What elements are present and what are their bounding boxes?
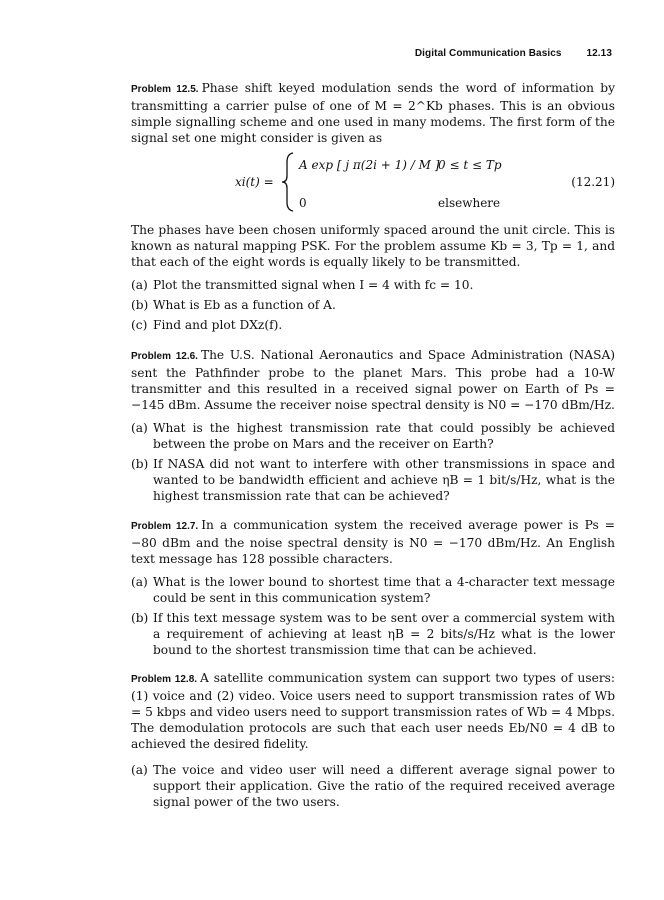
chapter-title: Digital Communication Basics [414,48,562,59]
problem-12-5 [131,80,615,146]
problem-12-5-para2: The phases have been chosen uniformly spaced around the unit circle. This is known as natural mapping PSK. For the problem assume Kb = 3, Tp = 1, and that each of the eight words is equally likely to be transmitted. [131,223,615,269]
problem-12-5-intro [131,80,615,146]
problem-12-5-continued [131,222,615,333]
running-header [415,48,612,59]
equation-12-21 [131,150,615,214]
equation-case2-expr: 0 [299,196,307,210]
problem-label: Problem 12.8. [131,674,198,685]
problem-12-7-intro [131,517,615,567]
equation-number: (12.21) [571,175,615,189]
part-b: (b) If this text message system was to be sent over a commercial system with a requirement of achieving at least ηB = 2 bits/s/Hz what is the lower bound to the shortest transmission time that can be achieved. [131,611,615,657]
problem-label: Problem 12.5. [131,84,199,95]
problem-text: In a communication system the received average power is Ps = −80 dBm and the noise spectral density is N0 = −170 dBm/Hz. An English text message has 128 possible characters. [131,518,615,566]
equation-lhs: xi(t) = [235,175,274,189]
equation-case1-expr: A exp [ j π(2i + 1) / M ] [299,158,440,172]
equation-case1-condition: 0 ≤ t ≤ Tp [438,158,502,172]
part-a: (a) What is the highest transmission rate that could possibly be achieved between the probe on Mars and the receiver on Earth? [131,421,615,451]
page-number: 12.13 [586,48,612,59]
part-b: (b) What is Eb as a function of A. [131,298,336,312]
problem-label: Problem 12.6. [131,351,198,362]
part-b: (b) If NASA did not want to interfere with other transmissions in space and wanted to be bandwidth efficient and achieve ηB = 1 bit/s/Hz, what is the highest transmission rate that can be achieved? [131,457,615,503]
part-a: (a) Plot the transmitted signal when I = 4 with fc = 10. [131,278,474,292]
problem-label: Problem 12.7. [131,521,199,532]
equation-brace [281,152,295,212]
problem-text: The U.S. National Aeronautics and Space Administration (NASA) sent the Pathfinder probe to the planet Mars. This probe had a 10-W transmitter and this resulted in a received signal power on Earth of Ps = −145 dBm. Assume the receiver noise spectral density is N0 = −170 dBm/Hz. [131,348,615,412]
part-c: (c) Find and plot DXz(f). [131,318,283,332]
part-a: (a) The voice and video user will need a different average signal power to support their application. Give the ratio of the required received average signal power of the two users. [131,763,615,809]
problem-text: A satellite communication system can support two types of users: (1) voice and (2) video. Voice users need to support transmission rates of Wb = 5 kbps and video users need to support transmission rates of Wb = 4 Mbps. The demodulation protocols are such that each user needs Eb/N0 = 4 dB to achieved the desired fidelity. [131,671,616,751]
problem-text: Phase shift keyed modulation sends the word of information by transmitting a carrier pulse of one of M = 2^Kb phases. This is an obvious simple signalling scheme and one used in many modems. The first form of the signal set one might consider is given as [131,81,615,145]
problem-12-8-intro [131,670,615,752]
problem-12-7 [131,517,615,658]
part-a: (a) What is the lower bound to shortest time that a 4-character text message could be sent in this communication system? [131,575,615,605]
problem-12-6-intro [131,347,615,413]
equation-case2-condition: elsewhere [438,196,501,210]
problem-12-8 [131,670,615,810]
problem-12-6 [131,347,615,504]
